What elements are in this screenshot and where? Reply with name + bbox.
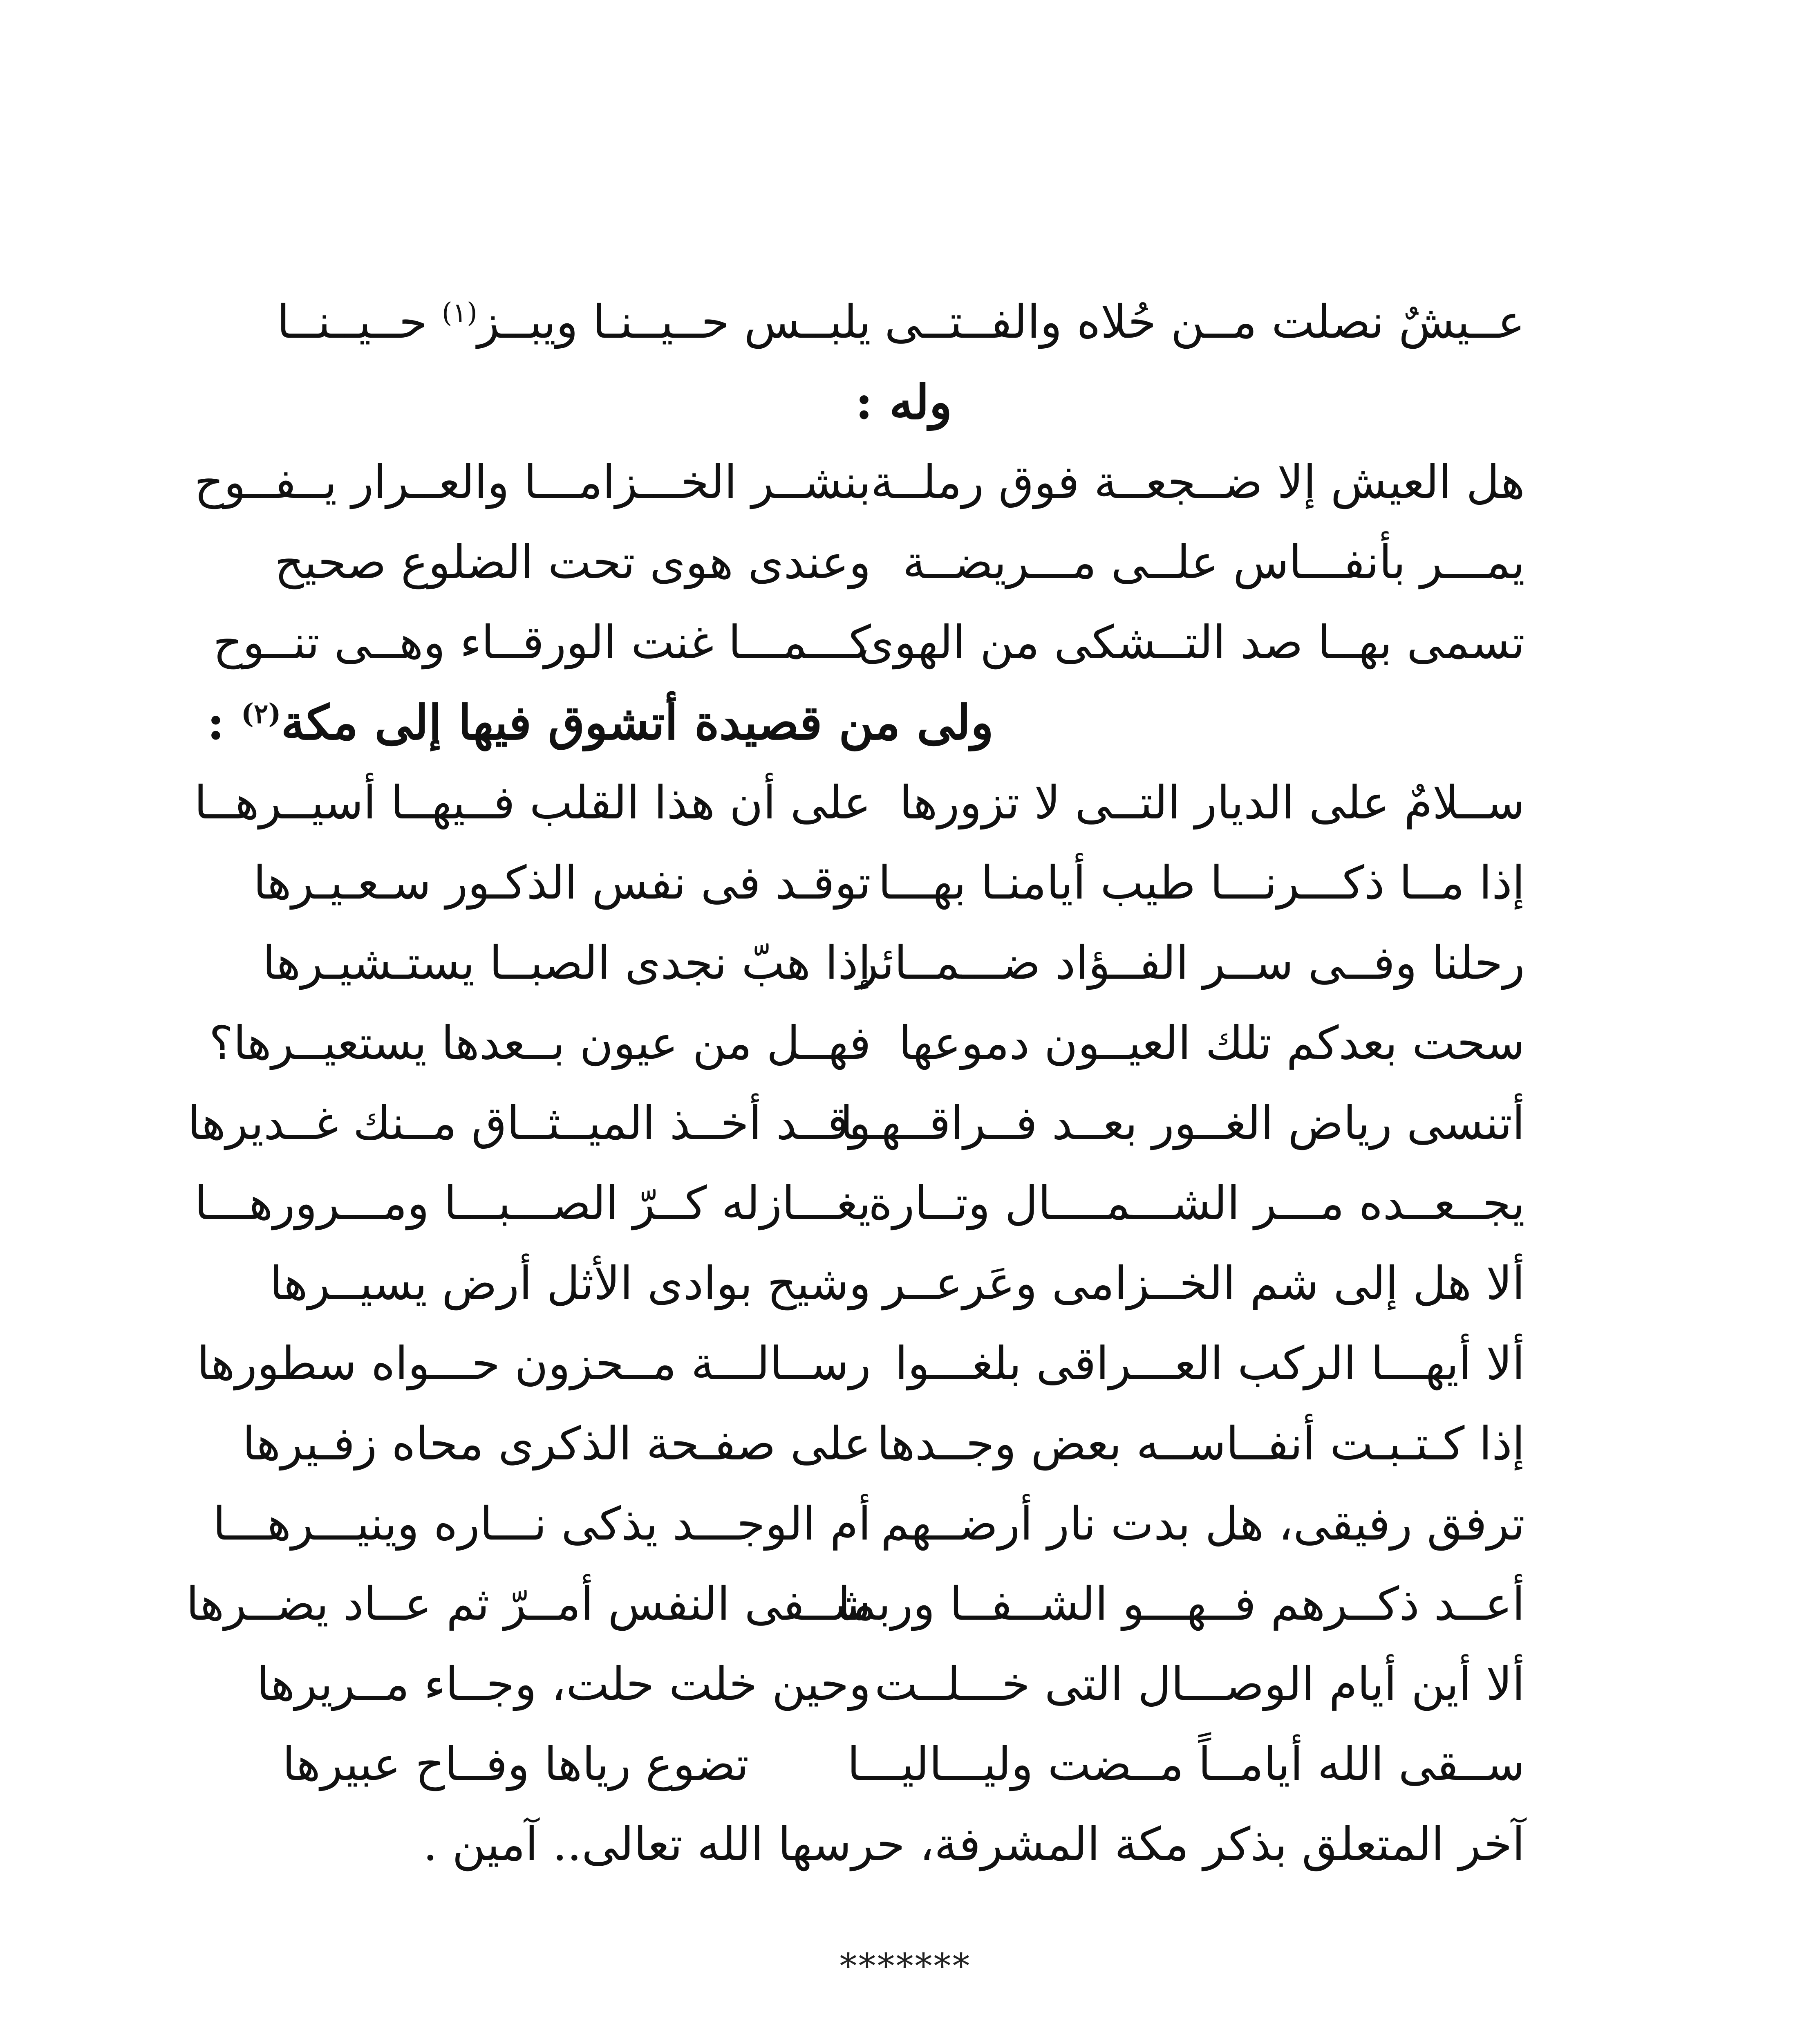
verse-line xyxy=(186,1564,1525,1644)
section-ornament: ******* xyxy=(839,1946,972,1986)
verse-line xyxy=(213,1484,1525,1564)
hemistich-text: يلبــس حــيــنـا ويبــز xyxy=(477,296,871,349)
verse-line xyxy=(195,1163,1525,1244)
verse-line xyxy=(194,763,1525,843)
verse-first-hemistich: ألا هل إلى شم الخــزامى وعَرعــر xyxy=(883,1257,1525,1310)
verse-first-hemistich: ألا أين أيام الوصـــال التى خـــلــت xyxy=(874,1658,1525,1711)
verse-first-hemistich: إذا كـتـبـت أنفــاســه بعض وجــدها xyxy=(877,1417,1525,1470)
verse-second-hemistich: رســالـــة مــحزون حـــواه سطورها xyxy=(197,1337,871,1390)
verse-line xyxy=(213,603,1525,683)
verse-line xyxy=(209,1003,1525,1083)
verse-first-hemistich: ســقى الله أيامــاً مــضت وليـــاليـــا xyxy=(847,1738,1525,1791)
verse-line xyxy=(257,1644,1525,1724)
verse-second-hemistich: إذا هبّ نجدى الصبــا يستـشيـرها xyxy=(262,937,871,990)
verse-second-hemistich: على أن هذا القلب فــيهــا أسيــرهــا xyxy=(194,776,871,829)
verse-line xyxy=(194,442,1525,522)
verse-second-hemistich: بنشــر الخـــزامـــا والعــرار يــفــوح xyxy=(194,456,871,509)
verse-second-hemistich: تضوع رياها وفــاح عبيرها xyxy=(282,1738,749,1791)
heading-text: ولى من قصيدة أتشوق فيها إلى مكة xyxy=(281,695,994,751)
heading-suffix: : xyxy=(207,695,241,751)
verse-first-hemistich: هل العيش إلا ضــجعــة فوق رملــة xyxy=(871,456,1525,509)
verse-first-hemistich: رحلنا وفــى ســر الفــؤاد ضـــمــائر xyxy=(856,937,1525,990)
verse-second-hemistich: وعندى هوى تحت الضلوع صحيح xyxy=(274,536,871,589)
closing-sentence: آخر المتعلق بذكر مكة المشرفة، حرسها الله تعالى.. آمين . xyxy=(423,1818,1525,1871)
section-heading: وله : xyxy=(855,374,952,430)
hemistich-text: حــيــنــا xyxy=(277,296,442,349)
verse-second-hemistich: توقـد فى نفس الذكـور سـعـيـرها xyxy=(253,856,871,910)
verse-first-hemistich: يمـــر بأنفـــاس علــى مـــريضــة xyxy=(902,536,1525,589)
verse-first-hemistich: عــيشٌ نصلت مــن حُلاه والفــتــى xyxy=(884,296,1525,349)
verse-line xyxy=(262,923,1525,1003)
verse-line xyxy=(197,1324,1525,1404)
verse-line xyxy=(277,282,1525,362)
section-heading xyxy=(207,683,1525,763)
verse-first-hemistich: يجــعــده مـــر الشـــمــــال وتــارة xyxy=(868,1177,1525,1230)
poem-1 xyxy=(194,442,1525,683)
footnote-ref: (٢) xyxy=(241,697,281,730)
verse-line xyxy=(282,1724,1525,1804)
main-text xyxy=(186,282,1525,1885)
verse-second-hemistich: شــفى النفس أمــرّ ثم عــاد يضــرها xyxy=(186,1578,871,1631)
verse-first-hemistich: ترفق رفيقى، هل بدت نار أرضــهم xyxy=(880,1497,1525,1551)
verse-first-hemistich: ألا أيهـــا الركب العـــراقى بلغـــوا xyxy=(895,1337,1525,1390)
verse-first-hemistich: أعــد ذكــرهم فــهـــو الشــفــا وربما xyxy=(837,1578,1525,1631)
poem-2 xyxy=(186,763,1525,1804)
verse-second-hemistich: أم الوجـــد يذكى نـــاره وينيـــرهـــا xyxy=(213,1497,871,1551)
verse-first-hemistich: تسمى بهــا صد التــشكى من الهوى xyxy=(858,616,1525,669)
verse-second-hemistich: وشيح بوادى الأثل أرض يسيــرها xyxy=(269,1257,871,1310)
verse-second-hemistich: وحين خلت حلت، وجــاء مــريرها xyxy=(257,1658,871,1711)
verse-second-hemistich: على صفـحة الذكرى محاه زفـيرها xyxy=(242,1417,871,1470)
verse-second-hemistich xyxy=(277,282,871,362)
verse-line xyxy=(253,843,1525,923)
verse-second-hemistich: فهــل من عيون بــعدها يستعيــرها؟ xyxy=(209,1017,871,1070)
verse-line xyxy=(269,1244,1525,1324)
verse-first-hemistich: ســلامٌ على الديار التــى لا تزورها xyxy=(899,776,1525,829)
verse-line xyxy=(274,522,1525,603)
verse-second-hemistich: يغـــازله كــرّ الصـــبـــا ومـــرورهـــا xyxy=(195,1177,871,1230)
verse-line xyxy=(187,1083,1525,1163)
verse-first-hemistich: سحت بعدكم تلك العيــون دموعها xyxy=(898,1017,1525,1070)
verse-second-hemistich: وقــد أخــذ الميــثــاق مــنك غــديرها xyxy=(187,1097,871,1150)
footnote-ref: (١) xyxy=(441,297,477,329)
verse-first-hemistich: إذا مــا ذكـــرنـــا طيب أيامنـا بهـــا xyxy=(878,856,1525,910)
verse-first-hemistich: أتنسى رياض الغــور بعــد فــراقــهــا xyxy=(840,1097,1525,1150)
verse-second-hemistich: كـــمـــا غنت الورقــاء وهــى تنــوح xyxy=(213,616,871,669)
verse-line xyxy=(242,1404,1525,1484)
